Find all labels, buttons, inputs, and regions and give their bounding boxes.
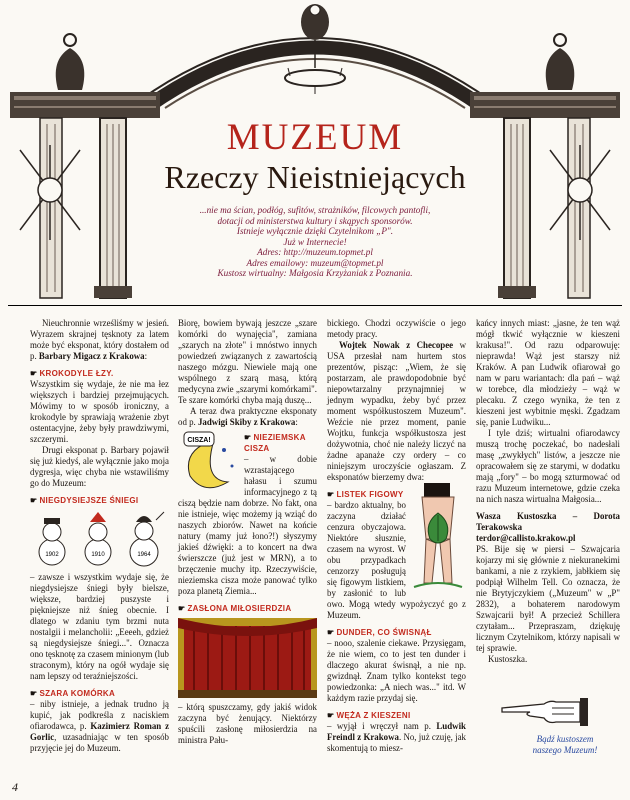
page-header [0, 0, 630, 300]
exhibit-heading: ☛ ZASŁONA MIŁOSIERDZIA [178, 604, 292, 613]
snowman-year-label: 1910 [91, 552, 105, 558]
paragraph: A teraz dwa praktyczne eksponaty od p. Jadwigi Skiby z Krakowa: [178, 406, 317, 427]
intro-line: ...nie ma ścian, podłóg, sufitów, strażników, filcowych pantofli, [199, 205, 431, 215]
signature-name: Wasza Kustoszka – Dorota Terakowska [476, 511, 620, 532]
paragraph: Nieuchronnie wrześliśmy w jesień. Wyrazem skrajnej tęsknoty za latem może być eksponat, który dostałem od p. Barbary Migacz z Krakowa: [30, 318, 169, 361]
paragraph: – niby istnieje, a jednak trudno ją kupić, jak podkreśla z naciskiem ofiarodawca, p. Kazimierz Roman z Gorlic, uzasadniając w ten sposób przyjęcie jej do Muzeum. [30, 699, 170, 753]
pointing-hand-icon: ☛ [327, 490, 335, 499]
intro-line: Już w Internecie! [283, 236, 347, 247]
donor-name: Jadwigi Skiby z Krakowa [197, 417, 296, 427]
email-address: Adres emailowy: muzeum@topmet.pl [246, 257, 384, 268]
paragraph: Biorę, bowiem bywają jeszcze „szare komórki do wynajęcia", zamiana „szarych na złote" i mnóstwo innych powiedzeń związanych z zawartością naszego mózgu. Niewiele mają one wspólnego z szarą masą, którą medycyna zwie „szarymi komórkami". Te szare komórki chyba mają duszę... [178, 318, 317, 405]
paragraph: Wszystkim się wydaje, że nie ma łez większych i bardziej przejmujących. Mówimy to w sposób ironiczny, a krokodyle by sprawiają wrażenie zbyt ostentacyjne, żeby były prawdziwymi, szczerymi. [30, 379, 169, 444]
paragraph: – zawsze i wszystkim wydaje się, że niegdysiejsze śniegi były bielsze, większe, bardziej puszyste i piękniejsze niż śnieg obecnie. I dlatego w zdaniu tym brzmi nuta nostalgii i melancholii: „Eeeeh, gdzież są niegdysiejsze śniegi...". Oznacza ono tęsknotę za czasem minionym (lub straconym), który na ogół wydaje się nam lepszy od teraźniejszości. [30, 572, 169, 681]
pointing-hand-illustration [500, 690, 590, 730]
paragraph: Drugi eksponat p. Barbary pojawił się już kiedyś, ale wyłącznie jako moja dygresja, więc chyba nie wstawiliśmy go do Muzeum: [30, 445, 169, 488]
pointing-hand-icon: ☛ [327, 628, 335, 637]
paragraph: – nooo, szalenie ciekawe. Przysięgam, że nie wiem, co to jest ten dunder i dlaczego akurat świsnął, a nie np. gwizdnął. Znam tylko kontekst tego powiedzonka: „A niech was..." itd. W każdym razie przydaj się. [327, 638, 466, 703]
page-title: MUZEUM [226, 117, 404, 158]
moon-speech-bubble: CISZA! [187, 437, 211, 444]
pointing-hand-icon: ☛ [30, 689, 38, 698]
exhibit-heading: ☛ LISTEK FIGOWY [327, 490, 404, 499]
paragraph: – którą spuszczamy, gdy jakiś widok zaczyna być żenujący. Niektórzy spuścili zasłonę miłosierdzia na ministra Pału- [178, 702, 317, 745]
signature-email: terdor@callisto.krakow.pl [476, 533, 576, 543]
paragraph: bickiego. Chodzi oczywiście o jego metody pracy. [327, 318, 466, 339]
pointing-hand-icon: ☛ [30, 496, 38, 505]
paragraph: – w dobie wzrastającego hałasu i szumu informacyjnego z tą ciszą będzie nam dobrze. No fakt, ona nie istnieje, więc możemy ją wziąć do naszych zbiorów. Nawet na końcie natury (mamy już łono?!) słyszymy jakieś dźwięki: a to koncert na dwa świerszcze (już jest w MRN), a to brzęczenie muchy itp. Rzeczywiście, nieziemska cisza może panować tylko poza planetą Ziemia... [178, 454, 317, 596]
snowmen-illustration [30, 510, 169, 568]
website-address: Adres: http://muzeum.topmet.pl [257, 247, 373, 257]
closing: Kustoszka. [488, 654, 528, 664]
exhibit-heading: ☛ NIEGDYSIEJSZE ŚNIEGI [30, 496, 139, 505]
call-to-action: Bądź kustoszem naszego Muzeum! [532, 734, 598, 755]
postscript: PS. Bije się w piersi – Szwajcaria kojarzy mi się głównie z niekuranekimi bankami, a nie z rzykiem, jabłkiem się podpiął Wilhelm Tell. Co oznacza, że nie Brytyjczykiem („Muzeum" w „P" 2832), a bohaterem narodowym Szwajcarii był! A przecież Schillera czytałam... Przepraszam, dziękuję licznym Czytelnikom, którzy napisali w tej sprawie. [476, 544, 620, 653]
exhibit-heading: ☛ DUNDER, CO ŚWISNĄŁ [327, 628, 432, 637]
page-subtitle: Rzeczy Nieistniejących [164, 159, 466, 195]
donor-name: Barbary Migacz z Krakowa [38, 351, 145, 361]
text-column-2 [178, 318, 317, 746]
donor-name: Wojtek Nowak z Checopee [339, 340, 454, 350]
paragraph: Wojtek Nowak z Checopee w USA przesłał nam hurtem stos prezentów, pisząc: „Wiem, że się postarzam, ale prawdopodobnie być niepowtarzalny przynajmniej w jednym wypadku, żeby być przez moment współkustoszem Muzeum". Weźcie nie przez moment, panie Wojtku, funkcja współkustosza jest dożywotnia, choć nie należy liczyć na żadne apanaże czy ordery – co niniejszym uroczyście ogłaszam. Z eksponatów bierzemy dwa: [327, 340, 466, 482]
exhibit-heading: ☛ NIEZIEMSKA CISZA [244, 433, 306, 453]
intro-line: Istnieje wyłącznie dzięki Czytelnikom „P". [236, 226, 394, 236]
paragraph: – wyjął i wręczył nam p. Ludwik Freindl z Krakowa. No, już czuję, jak skomentują to miesz- [327, 721, 466, 753]
donor-name: Ludwik Freindl z Krakowa [327, 721, 466, 742]
pointing-hand-icon: ☛ [327, 711, 335, 720]
exhibit-heading: ☛ KROKODYLE ŁZY. [30, 369, 114, 378]
pointing-hand-icon: ☛ [244, 433, 252, 442]
masthead [120, 118, 510, 194]
text-column-3 [327, 318, 466, 754]
snowman-year-label: 1964 [137, 552, 151, 558]
paragraph: kańcy innych miast: „jasne, że ten wąż mógł tkwić wyłącznie w kieszeni krakusa!". Od razu odparowuję: nieprawda! Wąż jest starszy niż Kraków. A pan Ludwik ofiarował go nam w paru wariantach: dla pań – wąż w torebce, dla młodzieży – wąż w plecaku. Z czego wynika, że ten z kieszeni jest wybitnie męski. Zgadzam się, panie Ludwiku... [476, 318, 620, 427]
page-number: 4 [12, 780, 18, 794]
text-column-4 [476, 318, 620, 665]
snowman-year-label: 1902 [45, 552, 59, 558]
pointing-hand-icon: ☛ [178, 604, 186, 613]
text-column-1 [30, 318, 169, 754]
header-divider [8, 305, 622, 306]
virtual-curator: Kustosz wirtualny: Małgosia Krzyżaniak z Poznania. [217, 268, 413, 278]
theater-curtain-illustration [178, 618, 317, 698]
exhibit-heading: ☛ WĘŻA Z KIESZENI [327, 711, 411, 720]
paragraph: I tyle dziś; wirtualni ofiarodawcy muszą trochę poczekać, bo nadesłali masę „zwykłych" listów, a jeszcze nie opracowałem się ze starymi, w dodatku mają „fory" – bo mogą szturmować od razu Muzeum internetowe, gdzie czeka na nich nasza wirtualna Małgosia... [476, 428, 620, 504]
pointing-hand-icon: ☛ [30, 369, 38, 378]
paragraph: – bardzo aktualny, bo zaczyna działać cenzura obyczajowa. Niektóre słusznie, czasem na wyrost. W obu przypadkach cenzorzy posługują się figowym listkiem, by zasłonić to lub owo. Mogą wtedy wypożyczyć go z Muzeum. [327, 500, 466, 620]
intro-text [150, 205, 480, 279]
donor-name: Kazimierz Roman z Gorlic [30, 721, 170, 742]
intro-line: dotacji od ministerstwa kultury i skąpych sponsorów. [217, 215, 413, 226]
fig-leaf-illustration [410, 483, 466, 591]
moon-illustration [178, 430, 240, 496]
exhibit-heading: ☛ SZARA KOMÓRKA [30, 689, 116, 698]
